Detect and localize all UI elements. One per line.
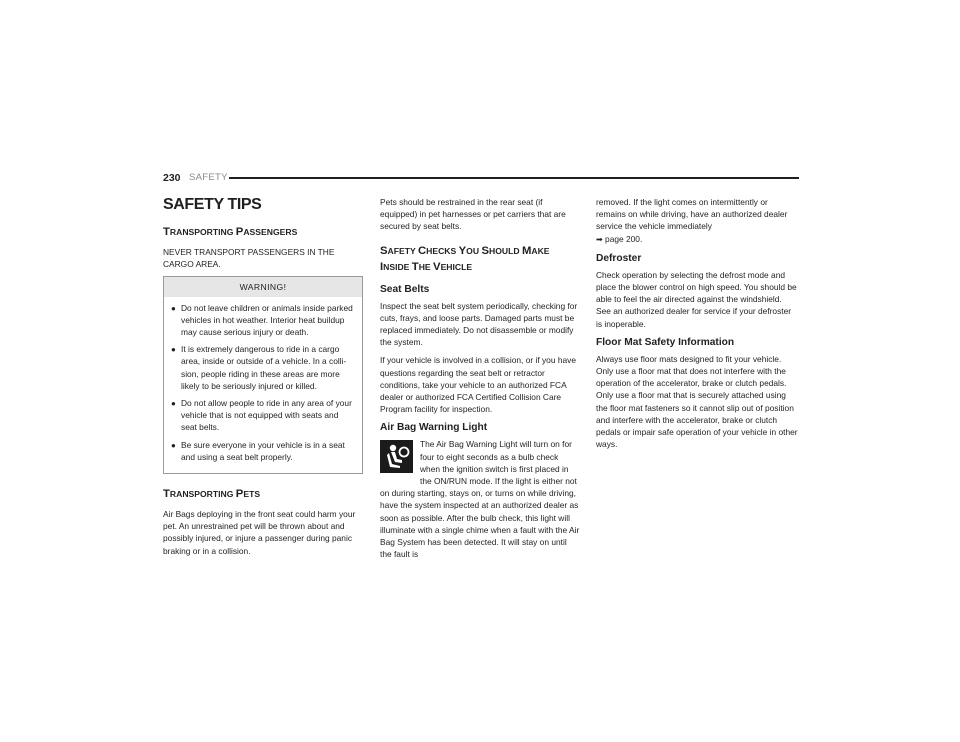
arrow-right-icon: ➡ [596, 234, 603, 244]
header-rule [229, 177, 799, 179]
pets-continued: Pets should be restrained in the rear seat (if equipped) in pet harnesses or pet carriers that are secured by seat belts. [380, 197, 566, 232]
warning-title: WARNING! [164, 277, 362, 296]
seat-belts-p1: Inspect the seat belt system periodically, checking for cuts, frays, and loose parts. Damaged parts must be replaced immediately. Do not disassemble or modify the system. [380, 300, 578, 348]
heading-safety-checks: SAFETY CHECKS YOU SHOULD MAKE INSIDE THE VEHICLE [380, 244, 550, 273]
column-middle [380, 196, 580, 566]
defroster-body: Check operation by selecting the defrost mode and place the blower control on high speed. You should be able to feel the air directed against the windshield. See an authorized dealer for service if your defroster is inoperable. [596, 269, 797, 329]
page-header [163, 172, 799, 184]
section-title: SAFETY [189, 172, 228, 183]
pets-body: Air Bags deploying in the front seat could harm your pet. An unrestrained pet will be thrown about and possibly injured, or injure a passenger during panic braking or in a collision. [163, 509, 356, 556]
airbag-continued: removed. If the light comes on intermittently or remains on while driving, have an authorized dealer service the vehicle immediately [596, 197, 788, 232]
warning-item: ● Do not leave children or animals inside parked vehicles in hot weather. Interior heat buildup may cause serious injury or death. [171, 302, 353, 338]
passengers-intro: NEVER TRANSPORT PASSENGERS IN THE CARGO AREA. [163, 247, 335, 270]
column-right [596, 196, 798, 456]
heading-transporting-pets: TRANSPORTING PETS [163, 488, 261, 501]
floor-mat-body: Always use floor mats designed to fit your vehicle. Only use a floor mat that does not interfere with the operation of the accelerator, brake or clutch pedals. Only use a floor mat that is securely attached using the floor mat fasteners so it cannot slip out of position and interfere with the accelerator, brake or clutch pedals or impair safe operation of your vehicle in other ways. [596, 353, 798, 450]
warning-box [163, 276, 363, 474]
heading-seat-belts: Seat Belts [380, 283, 430, 295]
warning-item: ● Be sure everyone in your vehicle is in a seat and using a seat belt properly. [171, 439, 345, 462]
heading-floor-mat: Floor Mat Safety Information [596, 336, 735, 348]
column-left [163, 196, 363, 563]
bullet-icon: ● [171, 303, 176, 313]
heading-transporting-passengers: TRANSPORTING PASSENGERS [163, 226, 298, 238]
bullet-icon: ● [171, 399, 176, 409]
bullet-icon: ● [171, 345, 176, 355]
bullet-icon: ● [171, 440, 176, 450]
heading-defroster: Defroster [596, 252, 642, 264]
airbag-light-body: The Air Bag Warning Light will turn on for four to eight seconds as a bulb check when the ignition switch is first placed in the ON/RUN mode. If the light is either not on during starting, stays on, or turns on while driving, have the system inspected at an authorized dealer as soon as possible. After the bulb check, this light will illuminate with a single chime when a fault with the Air Bag System has been detected. It will stay on until the fault is [380, 439, 580, 560]
warning-item: ● It is extremely dangerous to ride in a cargo area, inside or outside of a vehicle. In a colli-sion, people riding in these areas are more likely to be seriously injured or killed. [171, 344, 347, 391]
warning-item: ● Do not allow people to ride in any area of your vehicle that is not equipped with seats and seat belts. [171, 398, 352, 433]
page-number: 230 [163, 172, 181, 184]
page-reference[interactable]: ➡ page 200. [596, 233, 643, 244]
airbag-warning-icon [380, 440, 413, 473]
heading-airbag-light: Air Bag Warning Light [380, 422, 488, 434]
seat-belts-p2: If your vehicle is involved in a collision, or if you have questions regarding the seat belt or retractor conditions, take your vehicle to an authorized FCA dealer or authorized FCA Certified Collision Care Program facility for inspection. [380, 355, 576, 415]
page-title: SAFETY TIPS [163, 196, 262, 213]
